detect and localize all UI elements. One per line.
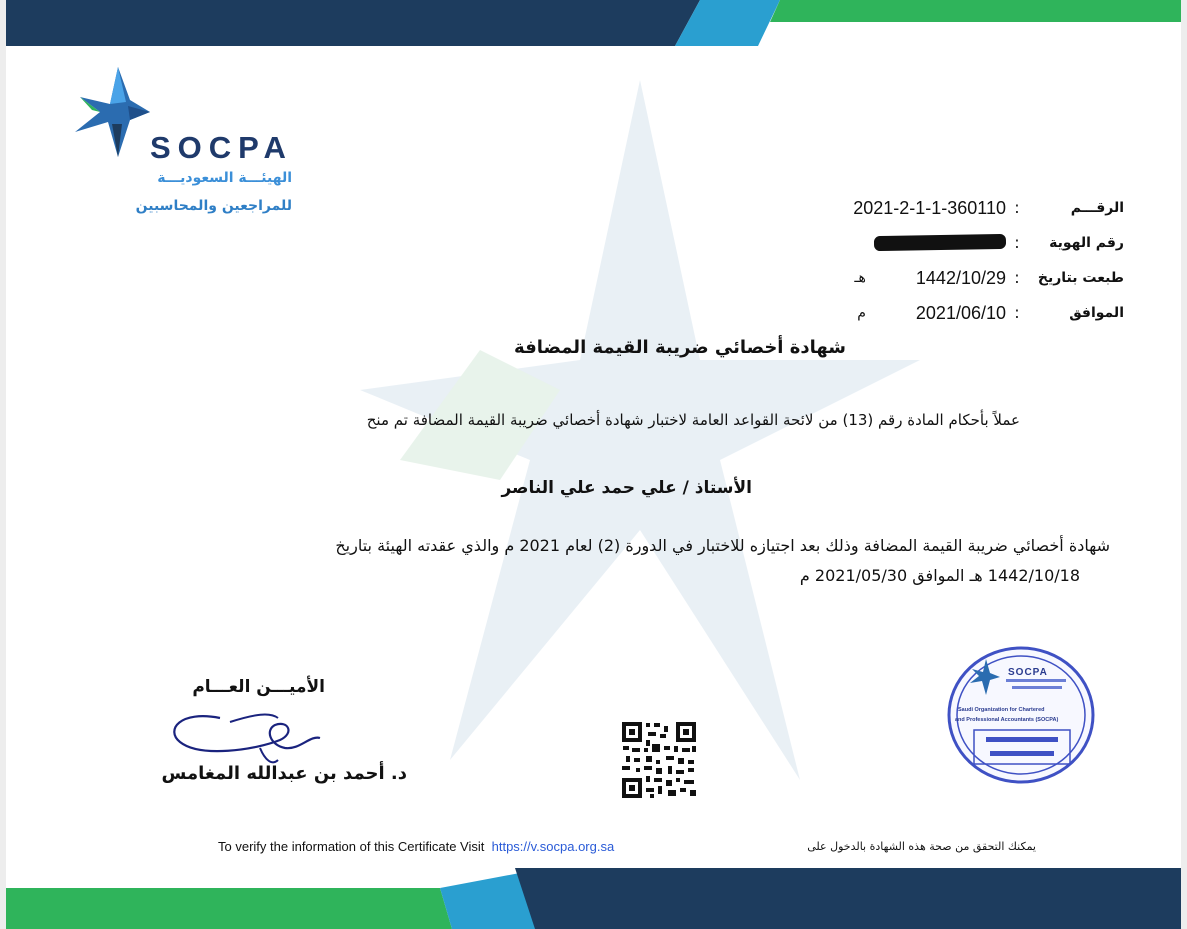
bottom-decorative-band	[0, 858, 1187, 929]
certificate-body-line1: شهادة أخصائي ضريبة القيمة المضافة وذلك بعد اجتيازه للاختبار في الدورة (2) لعام 2021 م والذي عقدته الهيئة بتاريخ	[335, 536, 1110, 555]
print-date-label: طبعت بتاريخ	[1037, 269, 1124, 286]
page-left-edge	[0, 0, 6, 929]
handwritten-signature	[160, 700, 330, 770]
colon: :	[1014, 197, 1020, 217]
gregorian-suffix: م	[857, 304, 866, 321]
number-label: الرقـــم	[1070, 199, 1124, 216]
top-decorative-band	[0, 0, 1187, 46]
number-value: 2021-2-1-1-360110	[853, 197, 1006, 218]
verify-text-ar: يمكنك التحقق من صحة هذه الشهادة بالدخول على	[807, 839, 1036, 853]
qr-code-icon[interactable]	[620, 720, 698, 800]
logo-arabic-line2: للمراجعين والمحاسبين	[135, 198, 292, 214]
meta-id-row	[794, 225, 1124, 260]
meta-number-row	[794, 190, 1124, 225]
svg-text:SOCPA: SOCPA	[1008, 667, 1048, 678]
certificate-intro: عملاً بأحكام المادة رقم (13) من لائحة القواعد العامة لاختبار شهادة أخصائي ضريبة القيمة المضافة تم منح	[366, 411, 1020, 429]
verification-footer	[218, 836, 1036, 856]
corresponding-value: 2021/06/10	[915, 302, 1006, 323]
svg-text:and Professional Accountants (: and Professional Accountants (SOCPA)	[955, 717, 1059, 723]
meta-print-row	[794, 260, 1124, 295]
corresponding-label: الموافق	[1069, 304, 1124, 321]
colon: :	[1014, 267, 1020, 287]
recipient-name: الأستاذ / علي حمد علي الناصر	[501, 478, 752, 498]
certificate-meta	[794, 190, 1124, 330]
svg-text:Saudi Organization for Charter: Saudi Organization for Chartered	[958, 707, 1045, 713]
signatory-name: د. أحمد بن عبدالله المغامس	[161, 763, 407, 784]
page-right-edge	[1181, 0, 1187, 929]
colon: :	[1014, 302, 1020, 322]
print-date-value: 1442/10/29	[915, 267, 1006, 288]
socpa-wordmark: SOCPA	[150, 130, 293, 165]
official-stamp	[946, 645, 1096, 785]
id-redaction	[874, 234, 1006, 251]
verify-link[interactable]: https://v.socpa.org.sa	[491, 838, 615, 854]
logo-arabic-line1: الهيئـــة السعوديـــة	[157, 170, 292, 186]
hijri-suffix: هـ	[854, 269, 866, 286]
colon: :	[1014, 232, 1020, 252]
certificate-title: شهادة أخصائي ضريبة القيمة المضافة	[514, 337, 846, 358]
verify-en-label: To verify the information of this Certificate Visit	[218, 838, 485, 854]
id-label: رقم الهوية	[1049, 234, 1124, 251]
meta-corresponding-row	[794, 295, 1124, 330]
star-watermark	[300, 60, 940, 800]
signatory-title: الأميـــن العـــام	[192, 677, 325, 697]
verify-text-en	[218, 839, 614, 854]
certificate-body-line2: 1442/10/18 هـ الموافق 2021/05/30 م	[799, 566, 1080, 585]
